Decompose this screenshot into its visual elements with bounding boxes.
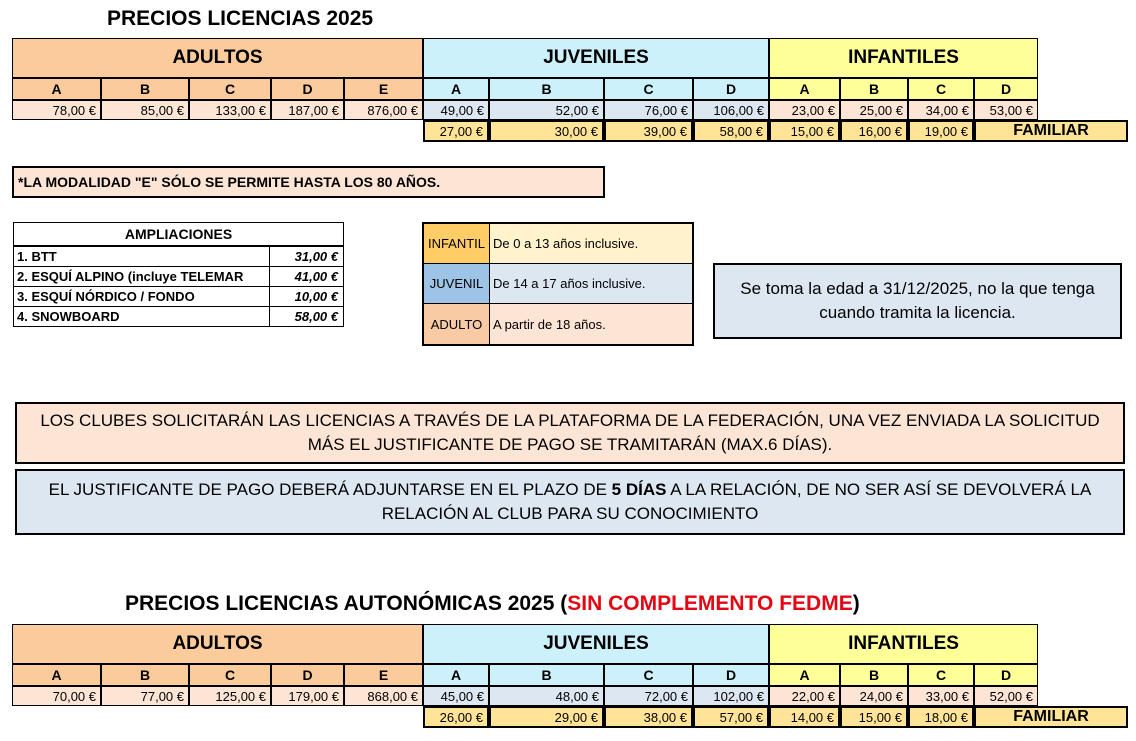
familiar-price-cell: 58,00 € <box>693 120 769 142</box>
familiar-price-cell: 15,00 € <box>769 120 840 142</box>
justificante-note <box>15 469 1125 535</box>
familiar-price-cell: 39,00 € <box>604 120 693 142</box>
modalidad-e-note: *LA MODALIDAD "E" SÓLO SE PERMITE HASTA LOS 80 AÑOS. <box>12 166 605 198</box>
price-cell: 125,00 € <box>189 686 271 706</box>
column-header: A <box>423 664 489 686</box>
ampliaciones-title: AMPLIACIONES <box>13 222 344 246</box>
column-header: A <box>12 78 101 100</box>
column-header: A <box>769 78 840 100</box>
justificante-text-after: A LA RELACIÓN, DE NO SER ASÍ SE DEVOLVERÁ LA RELACIÓN AL CLUB PARA SU CONOCIMIENTO <box>381 480 1092 523</box>
price-cell: 85,00 € <box>101 100 189 120</box>
justificante-text-before: EL JUSTIFICANTE DE PAGO DEBERÁ ADJUNTARSE EN EL PLAZO DE <box>48 480 612 499</box>
column-header: B <box>489 664 604 686</box>
familiar-price-cell: 29,00 € <box>489 706 604 728</box>
price-table-autonomicas-2025 <box>12 624 1128 730</box>
price-cell: 52,00 € <box>974 686 1038 706</box>
column-header: A <box>769 664 840 686</box>
ampliacion-price: 58,00 € <box>269 306 344 327</box>
column-header: C <box>189 664 271 686</box>
ampliacion-label: 2. ESQUÍ ALPINO (incluye TELEMAR <box>13 266 270 287</box>
ampliacion-label: 1. BTT <box>13 246 270 267</box>
column-header: B <box>101 78 189 100</box>
column-header: A <box>12 664 101 686</box>
ampliacion-price: 31,00 € <box>269 246 344 267</box>
price-cell: 187,00 € <box>271 100 344 120</box>
familiar-price-cell: 19,00 € <box>908 120 974 142</box>
familiar-price-cell: 38,00 € <box>604 706 693 728</box>
familiar-price-cell: 30,00 € <box>489 120 604 142</box>
column-header: D <box>974 664 1038 686</box>
familiar-label: FAMILIAR <box>974 120 1128 142</box>
familiar-price-cell: 18,00 € <box>908 706 974 728</box>
price-cell: 868,00 € <box>344 686 423 706</box>
ampliacion-price: 10,00 € <box>269 286 344 307</box>
column-header: C <box>604 78 693 100</box>
column-header: C <box>908 78 974 100</box>
legend-text: De 14 a 17 años inclusive. <box>490 264 692 304</box>
price-cell: 76,00 € <box>604 100 693 120</box>
column-header: C <box>189 78 271 100</box>
column-header: A <box>423 78 489 100</box>
price-cell: 72,00 € <box>604 686 693 706</box>
column-header: D <box>271 78 344 100</box>
legend-text: De 0 a 13 años inclusive. <box>490 224 692 264</box>
price-cell: 22,00 € <box>769 686 840 706</box>
section2-title-red: SIN COMPLEMENTO FEDME <box>567 592 853 615</box>
price-cell: 52,00 € <box>489 100 604 120</box>
group-header-infantiles: INFANTILES <box>769 38 1038 78</box>
age-note: Se toma la edad a 31/12/2025, no la que tenga cuando tramita la licencia. <box>713 263 1122 339</box>
section2-title <box>125 592 860 616</box>
familiar-price-cell: 27,00 € <box>423 120 489 142</box>
legend-text: A partir de 18 años. <box>490 304 692 344</box>
price-cell: 53,00 € <box>974 100 1038 120</box>
ampliacion-label: 3. ESQUÍ NÓRDICO / FONDO <box>13 286 270 307</box>
column-header: D <box>693 78 769 100</box>
legend-key-juvenil: JUVENIL <box>424 264 490 304</box>
price-cell: 78,00 € <box>12 100 101 120</box>
price-cell: 24,00 € <box>840 686 908 706</box>
price-cell: 34,00 € <box>908 100 974 120</box>
column-header: D <box>974 78 1038 100</box>
price-cell: 45,00 € <box>423 686 489 706</box>
section2-title-text: PRECIOS LICENCIAS AUTONÓMICAS 2025 ( <box>125 592 568 615</box>
column-header: E <box>344 664 423 686</box>
column-header: D <box>693 664 769 686</box>
legend-key-adulto: ADULTO <box>424 304 490 344</box>
section2-title-close: ) <box>852 592 860 615</box>
price-cell: 70,00 € <box>12 686 101 706</box>
familiar-price-cell: 26,00 € <box>423 706 489 728</box>
column-header: E <box>344 78 423 100</box>
group-header-adultos: ADULTOS <box>12 38 423 78</box>
clubs-note: LOS CLUBES SOLICITARÁN LAS LICENCIAS A TRAVÉS DE LA PLATAFORMA DE LA FEDERACIÓN, UNA VEZ ENVIADA LA SOLICITUD MÁS EL JUSTIFICANTE DE PAGO SE TRAMITARÁN (MAX.6 DÍAS). <box>15 402 1125 464</box>
column-header: B <box>101 664 189 686</box>
price-cell: 77,00 € <box>101 686 189 706</box>
price-cell: 106,00 € <box>693 100 769 120</box>
group-header-juveniles: JUVENILES <box>423 38 769 78</box>
legend-key-infantil: INFANTIL <box>424 224 490 264</box>
price-cell: 133,00 € <box>189 100 271 120</box>
ampliacion-label: 4. SNOWBOARD <box>13 306 270 327</box>
price-table-2025 <box>12 38 1128 144</box>
price-cell: 49,00 € <box>423 100 489 120</box>
price-cell: 876,00 € <box>344 100 423 120</box>
familiar-price-cell: 16,00 € <box>840 120 908 142</box>
price-cell: 102,00 € <box>693 686 769 706</box>
column-header: B <box>840 78 908 100</box>
group-header-juveniles: JUVENILES <box>423 624 769 664</box>
familiar-label: FAMILIAR <box>974 706 1128 728</box>
column-header: C <box>604 664 693 686</box>
column-header: B <box>489 78 604 100</box>
price-cell: 23,00 € <box>769 100 840 120</box>
price-cell: 179,00 € <box>271 686 344 706</box>
group-header-infantiles: INFANTILES <box>769 624 1038 664</box>
column-header: C <box>908 664 974 686</box>
section1-title: PRECIOS LICENCIAS 2025 <box>107 7 374 30</box>
price-cell: 48,00 € <box>489 686 604 706</box>
column-header: B <box>840 664 908 686</box>
ampliaciones-table <box>13 222 344 327</box>
price-cell: 25,00 € <box>840 100 908 120</box>
familiar-price-cell: 57,00 € <box>693 706 769 728</box>
column-header: D <box>271 664 344 686</box>
familiar-price-cell: 15,00 € <box>840 706 908 728</box>
age-legend <box>422 222 694 346</box>
price-cell: 33,00 € <box>908 686 974 706</box>
ampliacion-price: 41,00 € <box>269 266 344 287</box>
familiar-price-cell: 14,00 € <box>769 706 840 728</box>
justificante-deadline: 5 DÍAS <box>611 480 667 499</box>
group-header-adultos: ADULTOS <box>12 624 423 664</box>
